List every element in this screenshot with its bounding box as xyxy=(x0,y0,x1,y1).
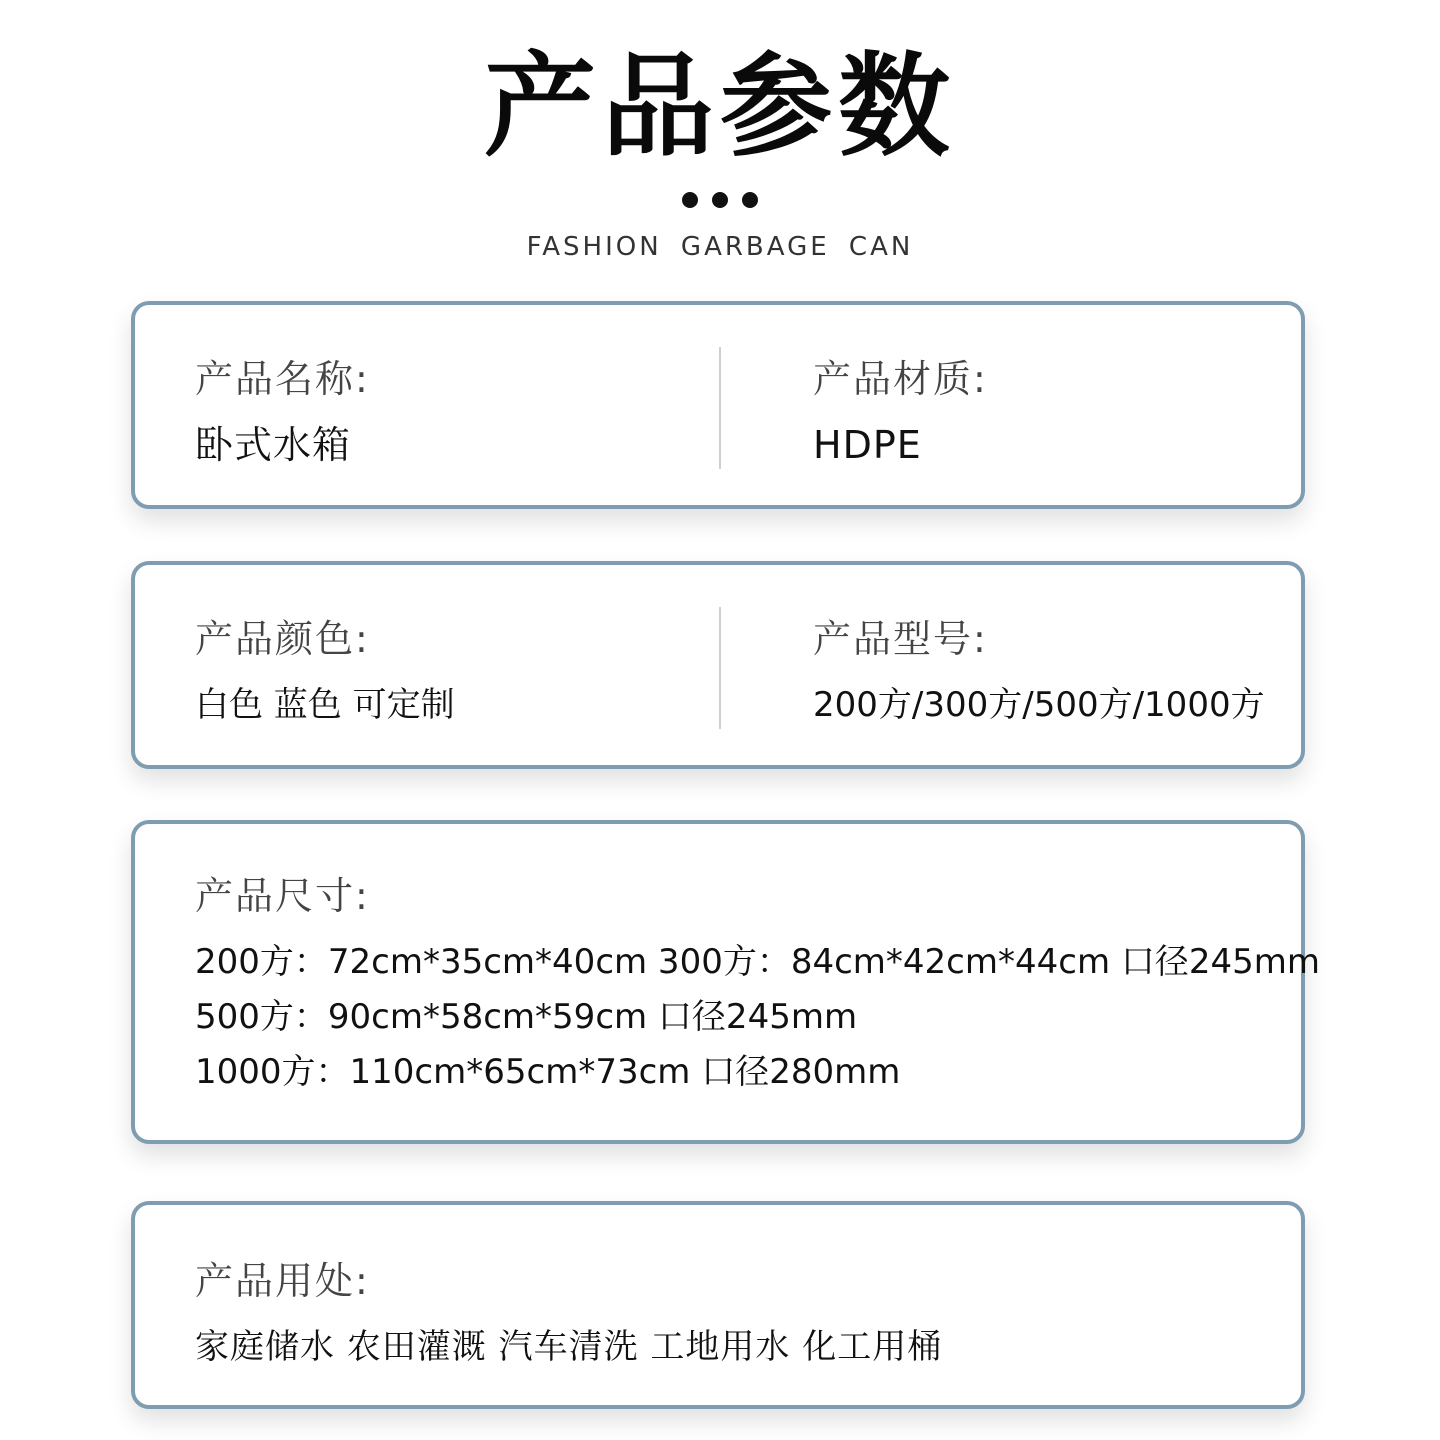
decorative-dots xyxy=(0,192,1440,208)
product-name-value: 卧式水箱 xyxy=(195,423,352,467)
card-name-material xyxy=(131,301,1305,509)
product-size-label: 产品尺寸: xyxy=(195,874,370,918)
product-material-label: 产品材质: xyxy=(813,357,988,401)
vertical-divider xyxy=(719,347,721,469)
dot-icon xyxy=(682,192,698,208)
dot-icon xyxy=(712,192,728,208)
page-title: 产品参数 xyxy=(484,42,956,172)
product-model-label: 产品型号: xyxy=(813,617,988,661)
product-color-value: 白色 蓝色 可定制 xyxy=(195,685,455,725)
product-color-label: 产品颜色: xyxy=(195,617,370,661)
size-line-200: 200方：72cm*35cm*40cm 300方：84cm*42cm*44cm 口径245mm xyxy=(195,942,1321,982)
card-color-model xyxy=(131,561,1305,769)
card-usage xyxy=(131,1201,1305,1409)
product-usage-value: 家庭储水 农田灌溉 汽车清洗 工地用水 化工用桶 xyxy=(195,1327,943,1367)
size-line-500: 500方：90cm*58cm*59cm 口径245mm xyxy=(195,997,858,1037)
page-subtitle: FASHION GARBAGE CAN xyxy=(526,232,914,262)
card-dimensions xyxy=(131,820,1321,1144)
vertical-divider xyxy=(719,607,721,729)
product-model-value: 200方/300方/500方/1000方 xyxy=(813,685,1265,725)
product-usage-label: 产品用处: xyxy=(195,1259,370,1303)
size-line-1000: 1000方：110cm*65cm*73cm 口径280mm xyxy=(195,1052,901,1092)
product-material-value: HDPE xyxy=(813,423,922,467)
dot-icon xyxy=(742,192,758,208)
product-name-label: 产品名称: xyxy=(195,357,370,401)
